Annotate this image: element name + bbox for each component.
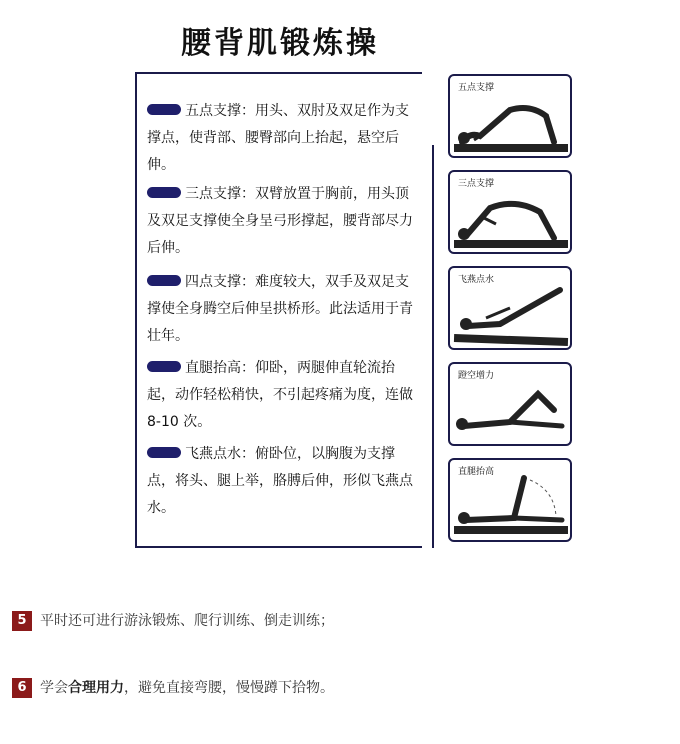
exercise-item xyxy=(147,98,415,179)
exercise-text: 俯卧位，以胸腹为支撑点，将头、腿上举，胳膊后伸，形似飞燕点水。 xyxy=(147,446,413,516)
exercise-name: 飞燕点水： xyxy=(185,446,255,462)
bullet-pill-icon xyxy=(147,361,181,372)
panel-label: 三点支撑 xyxy=(458,179,495,189)
bullet-pill-icon xyxy=(147,104,181,115)
exercise-item xyxy=(147,441,415,522)
panel-label: 蹬空增力 xyxy=(458,371,495,381)
divider-line xyxy=(432,145,434,548)
bullet-pill-icon xyxy=(147,447,181,458)
tip-number-badge: 6 xyxy=(12,678,32,698)
tip-text: 平时还可进行游泳锻炼、爬行训练、倒走训练； xyxy=(40,613,334,629)
exercise-name: 三点支撑： xyxy=(185,186,255,202)
straight-leg-raise-figure-icon xyxy=(450,460,572,542)
tip-item-6 xyxy=(12,677,334,698)
panel-label: 五点支撑 xyxy=(458,83,495,93)
five-point-support-figure-icon xyxy=(450,76,572,158)
exercise-text: 仰卧，两腿伸直轮流抬起，动作轻松稍快，不引起疼痛为度，连做 8-10 次。 xyxy=(147,360,413,430)
exercise-name: 五点支撑： xyxy=(185,103,255,119)
tip-text-prefix: 学会 xyxy=(40,680,68,696)
illustration-panel-flying-swallow xyxy=(448,266,572,350)
illustration-panel-three-point xyxy=(448,170,572,254)
exercise-name: 直腿抬高： xyxy=(185,360,255,376)
flying-swallow-figure-icon xyxy=(450,268,572,350)
panel-label: 直腿抬高 xyxy=(458,467,495,477)
tip-text-bold: 合理用力 xyxy=(68,680,124,696)
bullet-pill-icon xyxy=(147,187,181,198)
tip-number-badge: 5 xyxy=(12,611,32,631)
exercise-text: 双臂放置于胸前，用头顶及双足支撑使全身呈弓形撑起，腰背部尽力后伸。 xyxy=(147,186,413,256)
panel-label: 飞燕点水 xyxy=(458,275,495,285)
illustration-panel-five-point xyxy=(448,74,572,158)
illustration-panel-leg-push xyxy=(448,362,572,446)
exercise-item xyxy=(147,355,415,436)
tip-item-5 xyxy=(12,610,334,631)
exercise-text: 用头、双肘及双足作为支撑点，使背部、腰臀部向上抬起，悬空后伸。 xyxy=(147,103,409,173)
exercise-text-box xyxy=(135,72,422,548)
three-point-support-figure-icon xyxy=(450,172,572,254)
illustration-panel-straight-leg xyxy=(448,458,572,542)
exercise-text: 难度较大，双手及双足支撑使全身腾空后伸呈拱桥形。此法适用于青壮年。 xyxy=(147,274,413,344)
exercise-item xyxy=(147,269,415,350)
exercise-item xyxy=(147,181,415,262)
exercise-name: 四点支撑： xyxy=(185,274,255,290)
bullet-pill-icon xyxy=(147,275,181,286)
tip-text-suffix: ，避免直接弯腰，慢慢蹲下拾物。 xyxy=(124,680,334,696)
leg-push-figure-icon xyxy=(450,364,572,446)
page-title: 腰背肌锻炼操 xyxy=(181,26,379,61)
